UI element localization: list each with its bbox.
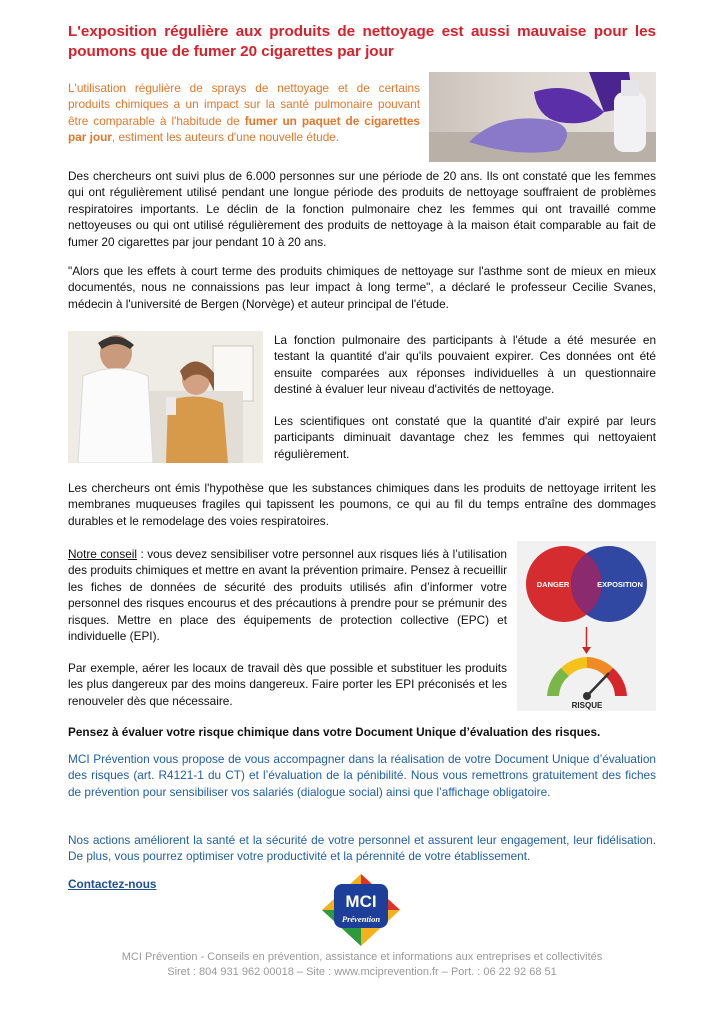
paragraph-study: Des chercheurs ont suivi plus de 6.000 personnes sur une période de 20 ans. Ils ont constaté que les femmes qui ont régulièrement utilisé pendant une longue période des produits de nettoyage souffraient de problèmes respiratoires importants. Le déclin de la fonction pulmonaire chez les femmes qui ont travaillé comme nettoyeuses ou qui ont utilisé régulièrement des produits de nettoyage à la maison était comparable au fait de fumer 20 cigarettes par jour pendant 10 à 20 ans. — [68, 169, 656, 249]
exposition-label: EXPOSITION — [597, 580, 643, 589]
logo-prevention-text: Prévention — [341, 914, 381, 924]
paragraph-hypothesis: Les chercheurs ont émis l'hypothèse que les substances chimiques dans les produits de nettoyage irritent les membranes muqueuses fragiles qui tapissent les poumons, ce qui au fil du temps entraîne des dommages durables et le remodelage des voies respiratoires. — [68, 481, 656, 528]
footer-line-2: Siret : 804 931 962 00018 – Site : www.mciprevention.fr – Port. : 06 22 92 68 51 — [167, 966, 557, 978]
risque-label: RISQUE — [571, 701, 603, 710]
paragraph-example: Par exemple, aérer les locaux de travail dès que possible et substituer les produits les plus dangereux par des moins dangereux. Faire porter les EPI préconisés et les renouveler dès que nécessaire. — [68, 661, 507, 708]
paragraph-measure: La fonction pulmonaire des participants à l'étude a été mesurée en testant la quantité d'air qu'ils pouvaient expirer. Ces données ont été ensuite comparées aux réponses individuelles à un questionnaire destiné à évaluer leur niveau d'activités de nettoyage. — [274, 333, 656, 397]
footer — [0, 950, 724, 980]
document-page — [68, 22, 656, 62]
intro-bold: fumer un paquet de cigarettes par jour — [68, 113, 420, 145]
paragraph-mci-offer: MCI Prévention vous propose de vous accompagner dans la réalisation de votre Document Unique d’évaluation des risques (art. R4121-1 du CT) et l’évaluation de la pénibilité. Nous vous remettrons gratuitement des fiches de prévention pour sensibiliser vos salariés (dialogue social) ainsi que l’affichage obligatoire. — [68, 752, 656, 799]
intro-text-1: L'utilisation régulière de sprays de nettoyage et de certains produits chimiques a un impact sur la santé pulmonaire pouvant être comparable à l'habitude de — [68, 81, 420, 128]
doctor-photo — [68, 331, 263, 463]
logo-mci-text: MCI — [345, 892, 377, 911]
paragraph-quote: "Alors que les effets à court terme des produits chimiques de nettoyage sur l'asthme sont de mieux en mieux documentés, nous ne connaissions pas leur impact à long terme", a déclaré le professeur Cecilie Svanes, médecin à l'université de Bergen (Norvège) et auteur principal de l'étude. — [68, 264, 656, 311]
conseil-text: : vous devez sensibiliser votre personnel aux risques liés à l’utilisation des produits chimiques et mettre en avant la prévention primaire. Pensez à recueillir les fiches de données de sécurité des produits utilisés afin d’informer votre personnel des risques encourus et des précautions à prendre pour se prémunir des risques. Mettre en place des équipements de protection collective (EPC) et individuelle (EPI). — [68, 547, 507, 644]
intro-text-2: , estiment les auteurs d'une nouvelle étude. — [111, 130, 340, 145]
contact-link[interactable]: Contactez-nous — [68, 877, 157, 891]
danger-label: DANGER — [536, 580, 570, 589]
intro-paragraph — [68, 80, 420, 146]
mci-logo — [322, 874, 400, 946]
paragraph-mci-actions: Nos actions améliorent la santé et la sécurité de votre personnel et assurent leur engagement, leur fidélisation. De plus, vous pourrez optimiser votre productivité et la pérennité de votre établissement. — [68, 833, 656, 864]
cleaning-photo — [429, 72, 656, 162]
paragraph-conseil — [68, 546, 507, 644]
article-title: L'exposition régulière aux produits de nettoyage est aussi mauvaise pour les poumons que de fumer 20 cigarettes par jour — [68, 23, 656, 60]
paragraph-results: Les scientifiques ont constaté que la quantité d'air expiré par leurs participants diminuait davantage chez les femmes qui nettoyaient régulièrement. — [274, 414, 656, 461]
risk-diagram — [517, 541, 656, 711]
footer-line-1: MCI Prévention - Conseils en prévention, assistance et informations aux entreprises et collectivités — [121, 951, 603, 963]
conseil-label: Notre conseil — [68, 547, 138, 561]
bold-reminder: Pensez à évaluer votre risque chimique dans votre Document Unique d’évaluation des risques. — [68, 725, 601, 739]
